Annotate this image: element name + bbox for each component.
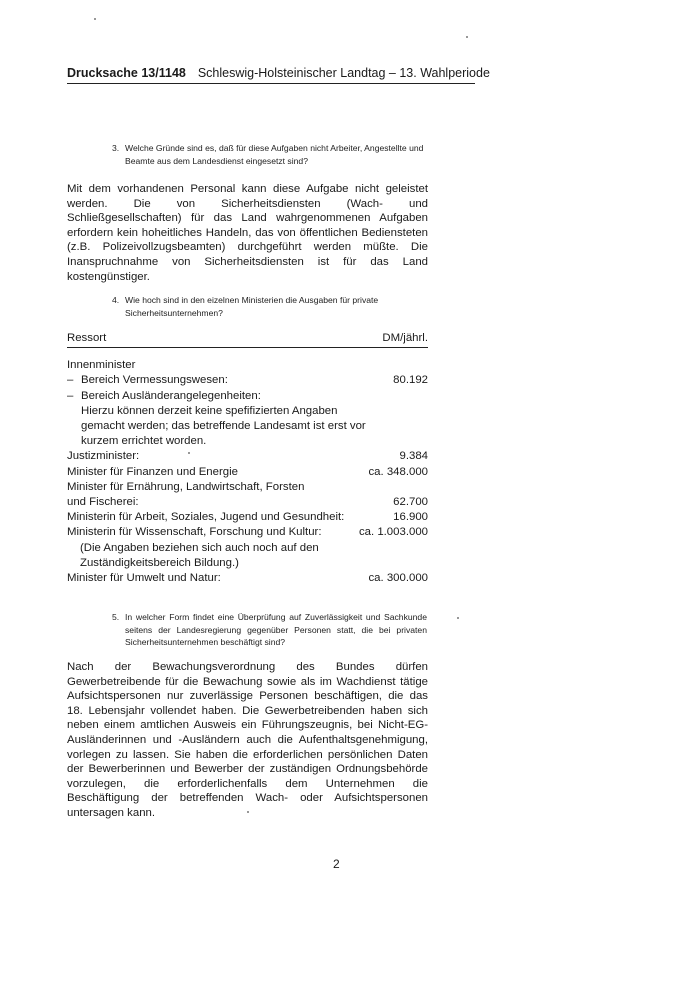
column-header-value: DM/jährl. (382, 332, 428, 344)
scan-speck (466, 36, 468, 38)
table-row (67, 525, 428, 540)
table-row (67, 480, 428, 495)
table-row (67, 571, 428, 586)
scan-speck (94, 18, 96, 20)
table-note: Hierzu können derzeit keine spefifizierten Angaben gemacht werden; das betreffende Landesamt ist erst vor kurzem errichtet worden. (81, 404, 366, 448)
scan-speck (188, 452, 190, 454)
column-header-ressort: Ressort (67, 332, 107, 344)
ministry-label: Justizminister: (67, 450, 140, 463)
question-text: Welche Gründe sind es, daß für diese Aufgaben nicht Arbeiter, Angestellte und Beamte aus dem Landesdienst eingesetzt sind? (125, 143, 424, 166)
drucksache-number: Drucksache 13/1148 (67, 66, 186, 80)
table-row (67, 373, 428, 388)
ministry-label: Bereich Ausländerangelegenheiten: (81, 389, 261, 402)
ministry-value: 9.384 (399, 450, 428, 463)
ministry-label: und Fischerei: (67, 496, 139, 509)
page-header (67, 66, 490, 84)
ministry-label: Minister für Ernährung, Landwirtschaft, Forsten (67, 480, 305, 493)
ministry-label: Ministerin für Wissenschaft, Forschung und Kultur: (67, 526, 322, 539)
table-row (67, 358, 428, 373)
table-row (67, 389, 428, 404)
table-note: (Die Angaben beziehen sich auch noch auf den Zuständigkeitsbereich Bildung.) (80, 541, 319, 569)
question-number: 4. (112, 295, 120, 305)
table-row (67, 495, 428, 510)
dash-bullet: – (67, 374, 74, 387)
header-title: Schleswig-Holsteinischer Landtag – 13. Wahlperiode (197, 66, 490, 80)
answer-3: Mit dem vorhandenen Personal kann diese Aufgabe nicht geleistet werden. Die von Sicherheitsdiensten (Wach- und Schließgesellschaften) für das Land wahrgenommenen Aufgaben erfordern kein hoheitliches Handeln, das von öffentlichen Bediensteten (z.B. Polizeivollzugsbeamten) durchgeführt werden müßte. Die Inanspruchnahme von Sicherheitsdiensten ist für das Land kostengünstiger. (67, 183, 428, 283)
question-text: Wie hoch sind in den eizelnen Ministerien die Ausgaben für private Sicherheitsunternehmen? (125, 295, 379, 318)
ministry-label: Minister für Finanzen und Energie (67, 465, 238, 478)
ministry-value: 62.700 (393, 496, 428, 509)
question-number: 3. (112, 143, 120, 153)
scan-speck (247, 811, 249, 813)
table-row (67, 449, 428, 464)
question-text: In welcher Form findet eine Überprüfung auf Zuverlässigkeit und Sachkunde seitens der Landesregierung gegenüber Personen statt, die bei privaten Sicherheitsunternehmen beschäftigt sind? (125, 612, 427, 647)
page-number: 2 (333, 857, 340, 871)
question-4 (112, 294, 427, 319)
question-number: 5. (112, 612, 120, 622)
ministry-value: ca. 348.000 (368, 465, 428, 478)
table-header (67, 331, 428, 348)
table-row (67, 465, 428, 480)
question-5 (112, 611, 427, 649)
table-row (67, 510, 428, 525)
ministry-value: 16.900 (393, 511, 428, 524)
ministry-label: Bereich Vermessungswesen: (81, 374, 228, 387)
ministry-value: 80.192 (393, 374, 428, 387)
expenses-table (67, 331, 428, 586)
ministry-value: ca. 1.003.000 (358, 526, 428, 539)
ministry-label: Minister für Umwelt und Natur: (67, 572, 221, 585)
question-3 (112, 142, 427, 167)
answer-5: Nach der Bewachungsverordnung des Bundes dürfen Gewerbetreibende für die Bewachung sowie als im Wachdienst tätige Aufsichtspersonen nur zuverlässige Personen beschäftigen, die das 18. Lebensjahr vollendet haben. Die Gewerbetreibenden haben sich neben einem amtlichen Ausweis ein Führungszeugnis, bei Nicht-EG-Ausländerinnen und -Ausländern auch die Aufenthaltsgenehmigung, vorlegen zu lassen. Sie haben die erforderlichen persönlichen Daten der Bewerberinnen und Bewerber der zuständigen Ordnungsbehörde vorzulegen, die erforderlichenfalls dem Unternehmen die Beschäftigung der betreffenden Wach- oder Aufsichtspersonen untersagen kann. (67, 661, 428, 819)
ministry-label: Ministerin für Arbeit, Soziales, Jugend und Gesundheit: (67, 511, 345, 524)
scan-speck (457, 617, 459, 619)
ministry-label: Innenminister (67, 359, 136, 372)
dash-bullet: – (67, 389, 74, 402)
ministry-value: ca. 300.000 (368, 572, 428, 585)
